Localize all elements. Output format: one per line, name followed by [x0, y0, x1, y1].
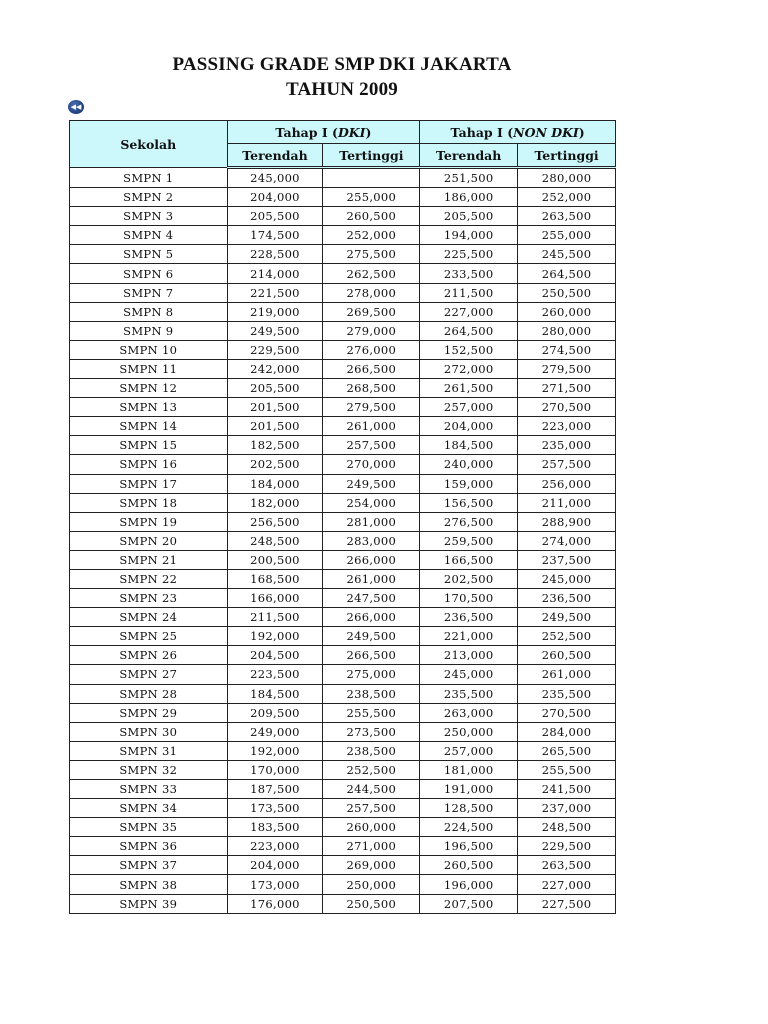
dki-terendah-cell: 184,000 — [227, 474, 323, 493]
nondki-terendah-cell: 257,000 — [420, 741, 518, 760]
dki-terendah-cell: 204,000 — [227, 188, 323, 207]
header-dki-terendah: Terendah — [227, 144, 323, 168]
school-name-cell: SMPN 4 — [70, 226, 228, 245]
nondki-terendah-cell: 181,000 — [420, 760, 518, 779]
dki-tertinggi-cell — [323, 168, 420, 188]
nondki-tertinggi-cell: 264,500 — [518, 264, 616, 283]
dki-tertinggi-cell: 269,500 — [323, 302, 420, 321]
table-row — [70, 340, 616, 359]
dki-terendah-cell: 173,000 — [227, 875, 323, 894]
table-row — [70, 722, 616, 741]
header-dki-tertinggi: Tertinggi — [323, 144, 420, 168]
school-name-cell: SMPN 29 — [70, 703, 228, 722]
table-row — [70, 168, 616, 188]
table-row — [70, 512, 616, 531]
table-row — [70, 321, 616, 340]
dki-tertinggi-cell: 254,000 — [323, 493, 420, 512]
dki-tertinggi-cell: 279,500 — [323, 398, 420, 417]
nondki-terendah-cell: 211,500 — [420, 283, 518, 302]
school-name-cell: SMPN 9 — [70, 321, 228, 340]
nondki-terendah-cell: 245,000 — [420, 665, 518, 684]
table-row — [70, 264, 616, 283]
school-name-cell: SMPN 32 — [70, 760, 228, 779]
nondki-tertinggi-cell: 237,000 — [518, 799, 616, 818]
dki-tertinggi-cell: 270,000 — [323, 455, 420, 474]
nondki-tertinggi-cell: 279,500 — [518, 359, 616, 378]
nondki-terendah-cell: 159,000 — [420, 474, 518, 493]
dki-tertinggi-cell: 250,500 — [323, 894, 420, 913]
nondki-terendah-cell: 225,500 — [420, 245, 518, 264]
dki-tertinggi-cell: 249,500 — [323, 627, 420, 646]
school-name-cell: SMPN 35 — [70, 818, 228, 837]
table-row — [70, 780, 616, 799]
school-name-cell: SMPN 1 — [70, 168, 228, 188]
nondki-terendah-cell: 233,500 — [420, 264, 518, 283]
nondki-tertinggi-cell: 280,000 — [518, 168, 616, 188]
dki-terendah-cell: 211,500 — [227, 608, 323, 627]
dki-terendah-cell: 182,500 — [227, 436, 323, 455]
dki-tertinggi-cell: 261,000 — [323, 569, 420, 588]
dki-tertinggi-cell: 275,500 — [323, 245, 420, 264]
header-nondki-terendah: Terendah — [420, 144, 518, 168]
table-body — [70, 168, 616, 914]
nondki-terendah-cell: 221,000 — [420, 627, 518, 646]
nondki-tertinggi-cell: 245,500 — [518, 245, 616, 264]
dki-terendah-cell: 202,500 — [227, 455, 323, 474]
nondki-tertinggi-cell: 260,500 — [518, 646, 616, 665]
dki-tertinggi-cell: 262,500 — [323, 264, 420, 283]
header-tahap-dki — [227, 121, 420, 144]
school-name-cell: SMPN 39 — [70, 894, 228, 913]
dki-tertinggi-cell: 249,500 — [323, 474, 420, 493]
school-name-cell: SMPN 17 — [70, 474, 228, 493]
table-row — [70, 665, 616, 684]
dki-tertinggi-cell: 257,500 — [323, 799, 420, 818]
table-row — [70, 398, 616, 417]
page-title: PASSING GRADE SMP DKI JAKARTA — [172, 54, 512, 75]
school-name-cell: SMPN 6 — [70, 264, 228, 283]
header-nondki-tertinggi: Tertinggi — [518, 144, 616, 168]
school-name-cell: SMPN 10 — [70, 340, 228, 359]
nondki-terendah-cell: 196,000 — [420, 875, 518, 894]
school-name-cell: SMPN 31 — [70, 741, 228, 760]
dki-tertinggi-cell: 278,000 — [323, 283, 420, 302]
dki-terendah-cell: 170,000 — [227, 760, 323, 779]
nondki-tertinggi-cell: 261,000 — [518, 665, 616, 684]
dki-tertinggi-cell: 238,500 — [323, 741, 420, 760]
dki-tertinggi-cell: 266,500 — [323, 646, 420, 665]
nondki-tertinggi-cell: 271,500 — [518, 379, 616, 398]
nondki-tertinggi-cell: 227,500 — [518, 894, 616, 913]
nondki-terendah-cell: 264,500 — [420, 321, 518, 340]
dki-tertinggi-cell: 261,000 — [323, 417, 420, 436]
nondki-terendah-cell: 170,500 — [420, 589, 518, 608]
school-name-cell: SMPN 21 — [70, 550, 228, 569]
school-name-cell: SMPN 22 — [70, 569, 228, 588]
nondki-tertinggi-cell: 211,000 — [518, 493, 616, 512]
school-name-cell: SMPN 11 — [70, 359, 228, 378]
table-row — [70, 531, 616, 550]
nondki-tertinggi-cell: 288,900 — [518, 512, 616, 531]
dki-terendah-cell: 248,500 — [227, 531, 323, 550]
table-row — [70, 245, 616, 264]
nondki-terendah-cell: 184,500 — [420, 436, 518, 455]
nondki-terendah-cell: 240,000 — [420, 455, 518, 474]
nondki-terendah-cell: 152,500 — [420, 340, 518, 359]
dki-terendah-cell: 192,000 — [227, 741, 323, 760]
dki-tertinggi-cell: 266,000 — [323, 550, 420, 569]
school-name-cell: SMPN 36 — [70, 837, 228, 856]
table-row — [70, 436, 616, 455]
nondki-terendah-cell: 202,500 — [420, 569, 518, 588]
nondki-terendah-cell: 260,500 — [420, 856, 518, 875]
header-text: Tahap I ( — [450, 124, 514, 140]
dki-terendah-cell: 242,000 — [227, 359, 323, 378]
nondki-terendah-cell: 205,500 — [420, 207, 518, 226]
dki-tertinggi-cell: 238,500 — [323, 684, 420, 703]
dki-terendah-cell: 187,500 — [227, 780, 323, 799]
nondki-terendah-cell: 186,000 — [420, 188, 518, 207]
table-row — [70, 550, 616, 569]
dki-tertinggi-cell: 269,000 — [323, 856, 420, 875]
table-row — [70, 875, 616, 894]
header-text-italic: NON DKI — [513, 124, 579, 140]
table-row — [70, 837, 616, 856]
table-row — [70, 684, 616, 703]
nondki-tertinggi-cell: 250,500 — [518, 283, 616, 302]
dki-terendah-cell: 205,500 — [227, 207, 323, 226]
school-name-cell: SMPN 33 — [70, 780, 228, 799]
nondki-terendah-cell: 251,500 — [420, 168, 518, 188]
dki-tertinggi-cell: 252,500 — [323, 760, 420, 779]
dki-terendah-cell: 245,000 — [227, 168, 323, 188]
header-row-groups — [70, 121, 616, 144]
dki-terendah-cell: 214,000 — [227, 264, 323, 283]
header-text: ) — [365, 124, 372, 140]
dki-terendah-cell: 223,500 — [227, 665, 323, 684]
school-name-cell: SMPN 16 — [70, 455, 228, 474]
dki-terendah-cell: 256,500 — [227, 512, 323, 531]
dki-terendah-cell: 223,000 — [227, 837, 323, 856]
school-name-cell: SMPN 37 — [70, 856, 228, 875]
dki-terendah-cell: 204,500 — [227, 646, 323, 665]
dki-terendah-cell: 249,000 — [227, 722, 323, 741]
nondki-tertinggi-cell: 227,000 — [518, 875, 616, 894]
table-row — [70, 493, 616, 512]
school-name-cell: SMPN 34 — [70, 799, 228, 818]
table-row — [70, 608, 616, 627]
nondki-tertinggi-cell: 236,500 — [518, 589, 616, 608]
nondki-tertinggi-cell: 235,500 — [518, 684, 616, 703]
dki-terendah-cell: 229,500 — [227, 340, 323, 359]
dki-terendah-cell: 168,500 — [227, 569, 323, 588]
page-subtitle-year: TAHUN 2009 — [286, 79, 398, 100]
dki-tertinggi-cell: 255,500 — [323, 703, 420, 722]
nondki-tertinggi-cell: 270,500 — [518, 398, 616, 417]
school-name-cell: SMPN 14 — [70, 417, 228, 436]
school-name-cell: SMPN 24 — [70, 608, 228, 627]
nondki-terendah-cell: 213,000 — [420, 646, 518, 665]
dki-terendah-cell: 183,500 — [227, 818, 323, 837]
header-text-italic: DKI — [337, 124, 366, 140]
dki-terendah-cell: 228,500 — [227, 245, 323, 264]
table-row — [70, 379, 616, 398]
dki-tertinggi-cell: 257,500 — [323, 436, 420, 455]
table-row — [70, 455, 616, 474]
dki-terendah-cell: 192,000 — [227, 627, 323, 646]
table-row — [70, 283, 616, 302]
nondki-tertinggi-cell: 256,000 — [518, 474, 616, 493]
nondki-tertinggi-cell: 260,000 — [518, 302, 616, 321]
nondki-terendah-cell: 224,500 — [420, 818, 518, 837]
nondki-tertinggi-cell: 248,500 — [518, 818, 616, 837]
table-row — [70, 417, 616, 436]
school-name-cell: SMPN 18 — [70, 493, 228, 512]
nondki-tertinggi-cell: 265,500 — [518, 741, 616, 760]
dki-tertinggi-cell: 268,500 — [323, 379, 420, 398]
nondki-terendah-cell: 191,000 — [420, 780, 518, 799]
dki-terendah-cell: 209,500 — [227, 703, 323, 722]
dki-tertinggi-cell: 252,000 — [323, 226, 420, 245]
dki-terendah-cell: 176,000 — [227, 894, 323, 913]
dki-terendah-cell: 204,000 — [227, 856, 323, 875]
nondki-tertinggi-cell: 270,500 — [518, 703, 616, 722]
school-name-cell: SMPN 19 — [70, 512, 228, 531]
dki-terendah-cell: 166,000 — [227, 589, 323, 608]
nondki-terendah-cell: 204,000 — [420, 417, 518, 436]
nondki-tertinggi-cell: 235,000 — [518, 436, 616, 455]
table-row — [70, 569, 616, 588]
nondki-terendah-cell: 227,000 — [420, 302, 518, 321]
school-name-cell: SMPN 25 — [70, 627, 228, 646]
school-name-cell: SMPN 12 — [70, 379, 228, 398]
table-row — [70, 302, 616, 321]
nondki-tertinggi-cell: 229,500 — [518, 837, 616, 856]
nondki-tertinggi-cell: 284,000 — [518, 722, 616, 741]
header-text: Tahap I ( — [275, 124, 338, 140]
nondki-terendah-cell: 156,500 — [420, 493, 518, 512]
school-name-cell: SMPN 20 — [70, 531, 228, 550]
dki-tertinggi-cell: 244,500 — [323, 780, 420, 799]
nondki-terendah-cell: 128,500 — [420, 799, 518, 818]
nondki-terendah-cell: 196,500 — [420, 837, 518, 856]
school-name-cell: SMPN 30 — [70, 722, 228, 741]
rewind-icon[interactable]: ◀◀ — [68, 100, 84, 114]
school-name-cell: SMPN 23 — [70, 589, 228, 608]
school-name-cell: SMPN 27 — [70, 665, 228, 684]
nondki-terendah-cell: 207,500 — [420, 894, 518, 913]
nondki-tertinggi-cell: 274,000 — [518, 531, 616, 550]
dki-terendah-cell: 201,500 — [227, 398, 323, 417]
nondki-tertinggi-cell: 245,000 — [518, 569, 616, 588]
nondki-tertinggi-cell: 257,500 — [518, 455, 616, 474]
table-row — [70, 589, 616, 608]
school-name-cell: SMPN 3 — [70, 207, 228, 226]
dki-tertinggi-cell: 266,500 — [323, 359, 420, 378]
table-row — [70, 474, 616, 493]
nondki-tertinggi-cell: 252,500 — [518, 627, 616, 646]
dki-tertinggi-cell: 250,000 — [323, 875, 420, 894]
nondki-terendah-cell: 272,000 — [420, 359, 518, 378]
dki-terendah-cell: 201,500 — [227, 417, 323, 436]
school-name-cell: SMPN 7 — [70, 283, 228, 302]
dki-terendah-cell: 249,500 — [227, 321, 323, 340]
dki-tertinggi-cell: 247,500 — [323, 589, 420, 608]
nondki-tertinggi-cell: 274,500 — [518, 340, 616, 359]
dki-tertinggi-cell: 271,000 — [323, 837, 420, 856]
nondki-terendah-cell: 259,500 — [420, 531, 518, 550]
dki-tertinggi-cell: 273,500 — [323, 722, 420, 741]
dki-tertinggi-cell: 275,000 — [323, 665, 420, 684]
header-text: ) — [578, 124, 585, 140]
nondki-terendah-cell: 263,000 — [420, 703, 518, 722]
nondki-tertinggi-cell: 223,000 — [518, 417, 616, 436]
school-name-cell: SMPN 5 — [70, 245, 228, 264]
dki-terendah-cell: 182,000 — [227, 493, 323, 512]
nondki-tertinggi-cell: 263,500 — [518, 856, 616, 875]
nondki-terendah-cell: 276,500 — [420, 512, 518, 531]
table-row — [70, 627, 616, 646]
nondki-terendah-cell: 236,500 — [420, 608, 518, 627]
nondki-tertinggi-cell: 255,500 — [518, 760, 616, 779]
school-name-cell: SMPN 8 — [70, 302, 228, 321]
table-row — [70, 741, 616, 760]
table-row — [70, 818, 616, 837]
table-row — [70, 856, 616, 875]
table-row — [70, 646, 616, 665]
school-name-cell: SMPN 26 — [70, 646, 228, 665]
dki-terendah-cell: 173,500 — [227, 799, 323, 818]
school-name-cell: SMPN 15 — [70, 436, 228, 455]
nondki-tertinggi-cell: 241,500 — [518, 780, 616, 799]
nondki-tertinggi-cell: 255,000 — [518, 226, 616, 245]
dki-terendah-cell: 200,500 — [227, 550, 323, 569]
table-row — [70, 894, 616, 913]
header-tahap-non-dki — [420, 121, 616, 144]
dki-tertinggi-cell: 279,000 — [323, 321, 420, 340]
nondki-tertinggi-cell: 249,500 — [518, 608, 616, 627]
nondki-tertinggi-cell: 252,000 — [518, 188, 616, 207]
school-name-cell: SMPN 2 — [70, 188, 228, 207]
dki-tertinggi-cell: 283,000 — [323, 531, 420, 550]
school-name-cell: SMPN 28 — [70, 684, 228, 703]
nondki-terendah-cell: 261,500 — [420, 379, 518, 398]
nondki-tertinggi-cell: 280,000 — [518, 321, 616, 340]
table-row — [70, 359, 616, 378]
dki-terendah-cell: 184,500 — [227, 684, 323, 703]
dki-terendah-cell: 174,500 — [227, 226, 323, 245]
table-row — [70, 703, 616, 722]
dki-tertinggi-cell: 260,500 — [323, 207, 420, 226]
dki-tertinggi-cell: 276,000 — [323, 340, 420, 359]
table-row — [70, 188, 616, 207]
nondki-terendah-cell: 194,000 — [420, 226, 518, 245]
table-row — [70, 799, 616, 818]
header-sekolah: Sekolah — [70, 121, 228, 168]
dki-terendah-cell: 219,000 — [227, 302, 323, 321]
nondki-tertinggi-cell: 263,500 — [518, 207, 616, 226]
passing-grade-table — [69, 120, 616, 914]
nondki-terendah-cell: 257,000 — [420, 398, 518, 417]
dki-tertinggi-cell: 281,000 — [323, 512, 420, 531]
dki-tertinggi-cell: 266,000 — [323, 608, 420, 627]
nondki-tertinggi-cell: 237,500 — [518, 550, 616, 569]
table-row — [70, 760, 616, 779]
table-row — [70, 207, 616, 226]
dki-tertinggi-cell: 255,000 — [323, 188, 420, 207]
dki-terendah-cell: 221,500 — [227, 283, 323, 302]
dki-terendah-cell: 205,500 — [227, 379, 323, 398]
nondki-terendah-cell: 166,500 — [420, 550, 518, 569]
school-name-cell: SMPN 38 — [70, 875, 228, 894]
school-name-cell: SMPN 13 — [70, 398, 228, 417]
dki-tertinggi-cell: 260,000 — [323, 818, 420, 837]
nondki-terendah-cell: 235,500 — [420, 684, 518, 703]
table-row — [70, 226, 616, 245]
nondki-terendah-cell: 250,000 — [420, 722, 518, 741]
